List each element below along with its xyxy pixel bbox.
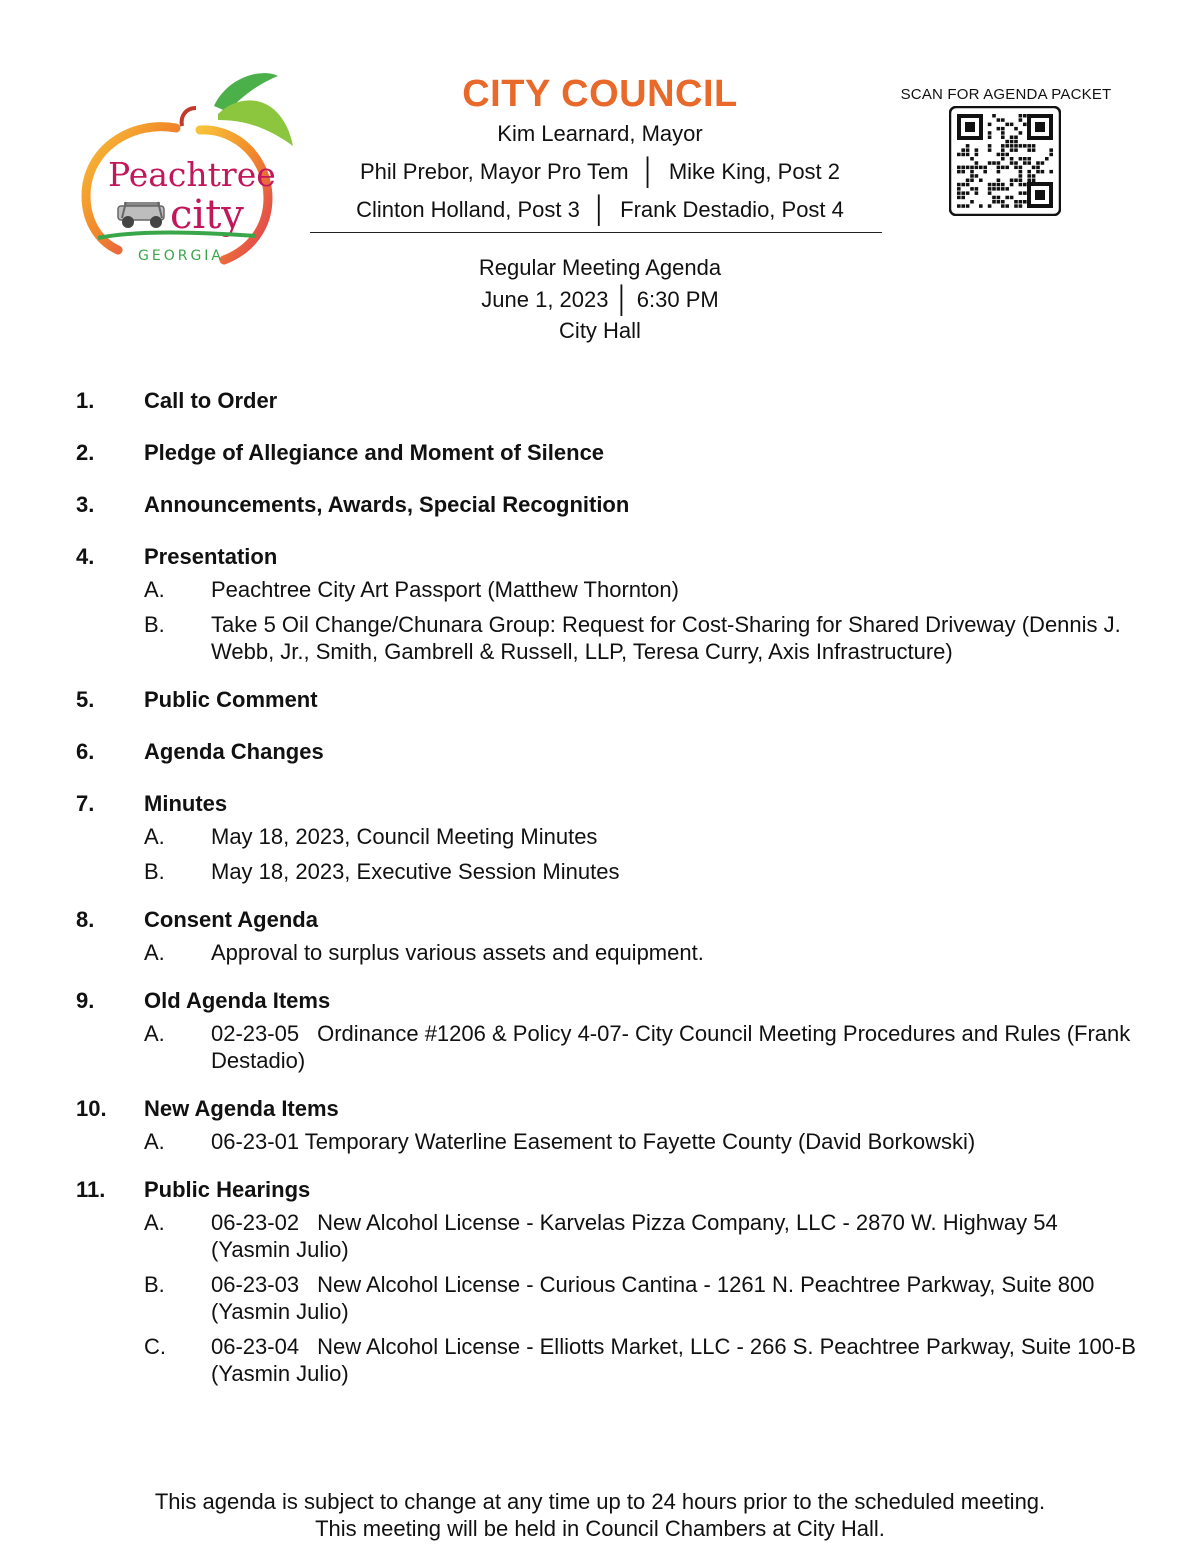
agenda-item-header bbox=[76, 1092, 1136, 1126]
agenda-item-header bbox=[76, 436, 1136, 470]
agenda-item-number: 4. bbox=[76, 544, 95, 569]
agenda-item-header bbox=[76, 903, 1136, 937]
agenda-item-number: 9. bbox=[76, 988, 95, 1013]
agenda-subitem-text: Peachtree City Art Passport (Matthew Thornton) bbox=[211, 577, 679, 602]
agenda-item bbox=[76, 436, 1136, 470]
meeting-location: City Hall bbox=[559, 318, 641, 343]
agenda-subitem-text: 06-23-01 Temporary Waterline Easement to Fayette County (David Borkowski) bbox=[211, 1129, 976, 1154]
agenda-subitem-code: 06-23-02 bbox=[211, 1210, 300, 1235]
agenda-subitem-letter: A. bbox=[144, 1129, 165, 1154]
agenda-item bbox=[76, 984, 1136, 1074]
agenda-subitem-letter: A. bbox=[144, 1021, 165, 1046]
agenda-subitem-text: New Alcohol License - Karvelas Pizza Company, LLC - 2870 W. Highway 54 (Yasmin Julio) bbox=[211, 1210, 1058, 1262]
agenda-subitem-letter: B. bbox=[144, 859, 165, 884]
agenda-item-title: Agenda Changes bbox=[144, 739, 324, 764]
agenda-item bbox=[76, 488, 1136, 522]
agenda-subitem-letter: A. bbox=[144, 824, 165, 849]
member: Mike King, Post 2 bbox=[668, 159, 841, 184]
agenda-subitem-letter: A. bbox=[144, 577, 165, 602]
agenda-item-title: New Agenda Items bbox=[144, 1096, 339, 1121]
agenda-subitem-text: New Alcohol License - Elliotts Market, LLC - 266 S. Peachtree Parkway, Suite 100-B (Yasmin Julio) bbox=[211, 1334, 1136, 1386]
agenda-item-title: Public Comment bbox=[144, 687, 318, 712]
agenda-item-number: 11. bbox=[76, 1177, 106, 1202]
agenda-item-title: Announcements, Awards, Special Recognition bbox=[144, 492, 630, 517]
peachtree-city-logo bbox=[78, 68, 300, 268]
agenda-subitem-text: Approval to surplus various assets and equipment. bbox=[211, 940, 704, 965]
agenda-item bbox=[76, 903, 1136, 966]
agenda-subitem-code: 06-23-04 bbox=[211, 1334, 300, 1359]
separator: │ bbox=[640, 156, 657, 186]
meeting-time: 6:30 PM bbox=[636, 287, 719, 312]
agenda-item-header bbox=[76, 683, 1136, 717]
agenda-subitem bbox=[144, 611, 1136, 665]
agenda-item-header bbox=[76, 984, 1136, 1018]
agenda-subitem-letter: A. bbox=[144, 1210, 165, 1235]
logo-state: GEORGIA bbox=[138, 248, 224, 264]
agenda-subitem bbox=[144, 1209, 1136, 1263]
member: Clinton Holland, Post 3 bbox=[356, 197, 580, 222]
member: Frank Destadio, Post 4 bbox=[620, 197, 844, 222]
agenda-item-header bbox=[76, 384, 1136, 418]
agenda-subitem bbox=[144, 1271, 1136, 1325]
agenda-item-number: 3. bbox=[76, 492, 95, 517]
agenda-subitem-text: Take 5 Oil Change/Chunara Group: Request for Cost-Sharing for Shared Driveway (Dennis J. Webb, Jr., Smith, Gambrell & Russell, LLP, Teresa Curry, Axis Infrastructure) bbox=[211, 612, 1121, 664]
footer-line-1: This agenda is subject to change at any time up to 24 hours prior to the scheduled meeting. bbox=[154, 1489, 1046, 1514]
agenda-item-header bbox=[76, 488, 1136, 522]
members-row-1 bbox=[300, 152, 900, 190]
agenda-subitem-letter: C. bbox=[144, 1334, 166, 1359]
agenda-subitem bbox=[144, 1020, 1136, 1074]
header-divider bbox=[310, 232, 882, 233]
page-title: CITY COUNCIL bbox=[462, 73, 738, 115]
agenda-item-title: Presentation bbox=[144, 544, 278, 569]
logo-brand-top: Peachtree bbox=[108, 155, 276, 194]
logo-brand-bottom: city bbox=[170, 192, 244, 238]
qr-code-icon[interactable] bbox=[949, 106, 1061, 216]
agenda-item-title: Old Agenda Items bbox=[144, 988, 331, 1013]
footer-note bbox=[0, 1488, 1200, 1542]
agenda-item-title: Consent Agenda bbox=[144, 907, 318, 932]
agenda-item-number: 7. bbox=[76, 791, 95, 816]
agenda-item bbox=[76, 1173, 1136, 1387]
agenda-subitem bbox=[144, 858, 1136, 885]
agenda-item-number: 1. bbox=[76, 388, 95, 413]
members-row-2 bbox=[300, 190, 900, 228]
separator: │ bbox=[591, 194, 609, 224]
agenda-item-number: 2. bbox=[76, 440, 95, 465]
agenda-item-title: Call to Order bbox=[144, 388, 278, 413]
meeting-type: Regular Meeting Agenda bbox=[478, 255, 722, 280]
agenda-subitem-text: Ordinance #1206 & Policy 4-07- City Council Meeting Procedures and Rules (Frank Destadio) bbox=[211, 1021, 1131, 1073]
qr-label: SCAN FOR AGENDA PACKET bbox=[900, 86, 1112, 103]
agenda-item-header bbox=[76, 540, 1136, 574]
agenda-subitem-text: May 18, 2023, Executive Session Minutes bbox=[211, 859, 620, 884]
member: Phil Prebor, Mayor Pro Tem bbox=[359, 159, 629, 184]
separator: │ bbox=[614, 284, 631, 314]
agenda-subitem-letter: B. bbox=[144, 1272, 165, 1297]
agenda-item-number: 6. bbox=[76, 739, 95, 764]
agenda-subitem bbox=[144, 939, 1136, 966]
agenda-item-number: 10. bbox=[76, 1096, 107, 1121]
agenda-item bbox=[76, 540, 1136, 665]
agenda-item bbox=[76, 787, 1136, 885]
agenda-item bbox=[76, 735, 1136, 769]
agenda-item-title: Minutes bbox=[144, 791, 228, 816]
agenda-item-header bbox=[76, 787, 1136, 821]
agenda-item-header bbox=[76, 1173, 1136, 1207]
agenda-item-title: Pledge of Allegiance and Moment of Silence bbox=[144, 440, 605, 465]
mayor-line: Kim Learnard, Mayor bbox=[497, 121, 703, 146]
meeting-datetime bbox=[300, 283, 900, 315]
agenda-subitem-letter: B. bbox=[144, 612, 165, 637]
meeting-date: June 1, 2023 bbox=[481, 287, 609, 312]
agenda-subitem-text: May 18, 2023, Council Meeting Minutes bbox=[211, 824, 598, 849]
agenda-item-header bbox=[76, 735, 1136, 769]
agenda-subitem bbox=[144, 576, 1136, 603]
agenda-subitem bbox=[144, 1128, 1136, 1155]
agenda-subitem-text: New Alcohol License - Curious Cantina - 1261 N. Peachtree Parkway, Suite 800 (Yasmin Julio) bbox=[211, 1272, 1095, 1324]
header bbox=[300, 72, 900, 228]
agenda-item-number: 5. bbox=[76, 687, 95, 712]
agenda-subitem bbox=[144, 1333, 1136, 1387]
agenda-item bbox=[76, 384, 1136, 418]
agenda-subitem-letter: A. bbox=[144, 940, 165, 965]
agenda-item bbox=[76, 1092, 1136, 1155]
footer-line-2: This meeting will be held in Council Chambers at City Hall. bbox=[315, 1516, 885, 1541]
golf-cart-icon bbox=[118, 202, 164, 228]
agenda-item bbox=[76, 683, 1136, 717]
agenda-item-number: 8. bbox=[76, 907, 95, 932]
agenda-item-title: Public Hearings bbox=[144, 1177, 311, 1202]
agenda-subitem-code: 02-23-05 bbox=[211, 1021, 300, 1046]
agenda-subitem-code: 06-23-03 bbox=[211, 1272, 300, 1297]
agenda-list bbox=[76, 384, 1136, 1405]
agenda-subitem bbox=[144, 823, 1136, 850]
meeting-info bbox=[300, 252, 900, 346]
